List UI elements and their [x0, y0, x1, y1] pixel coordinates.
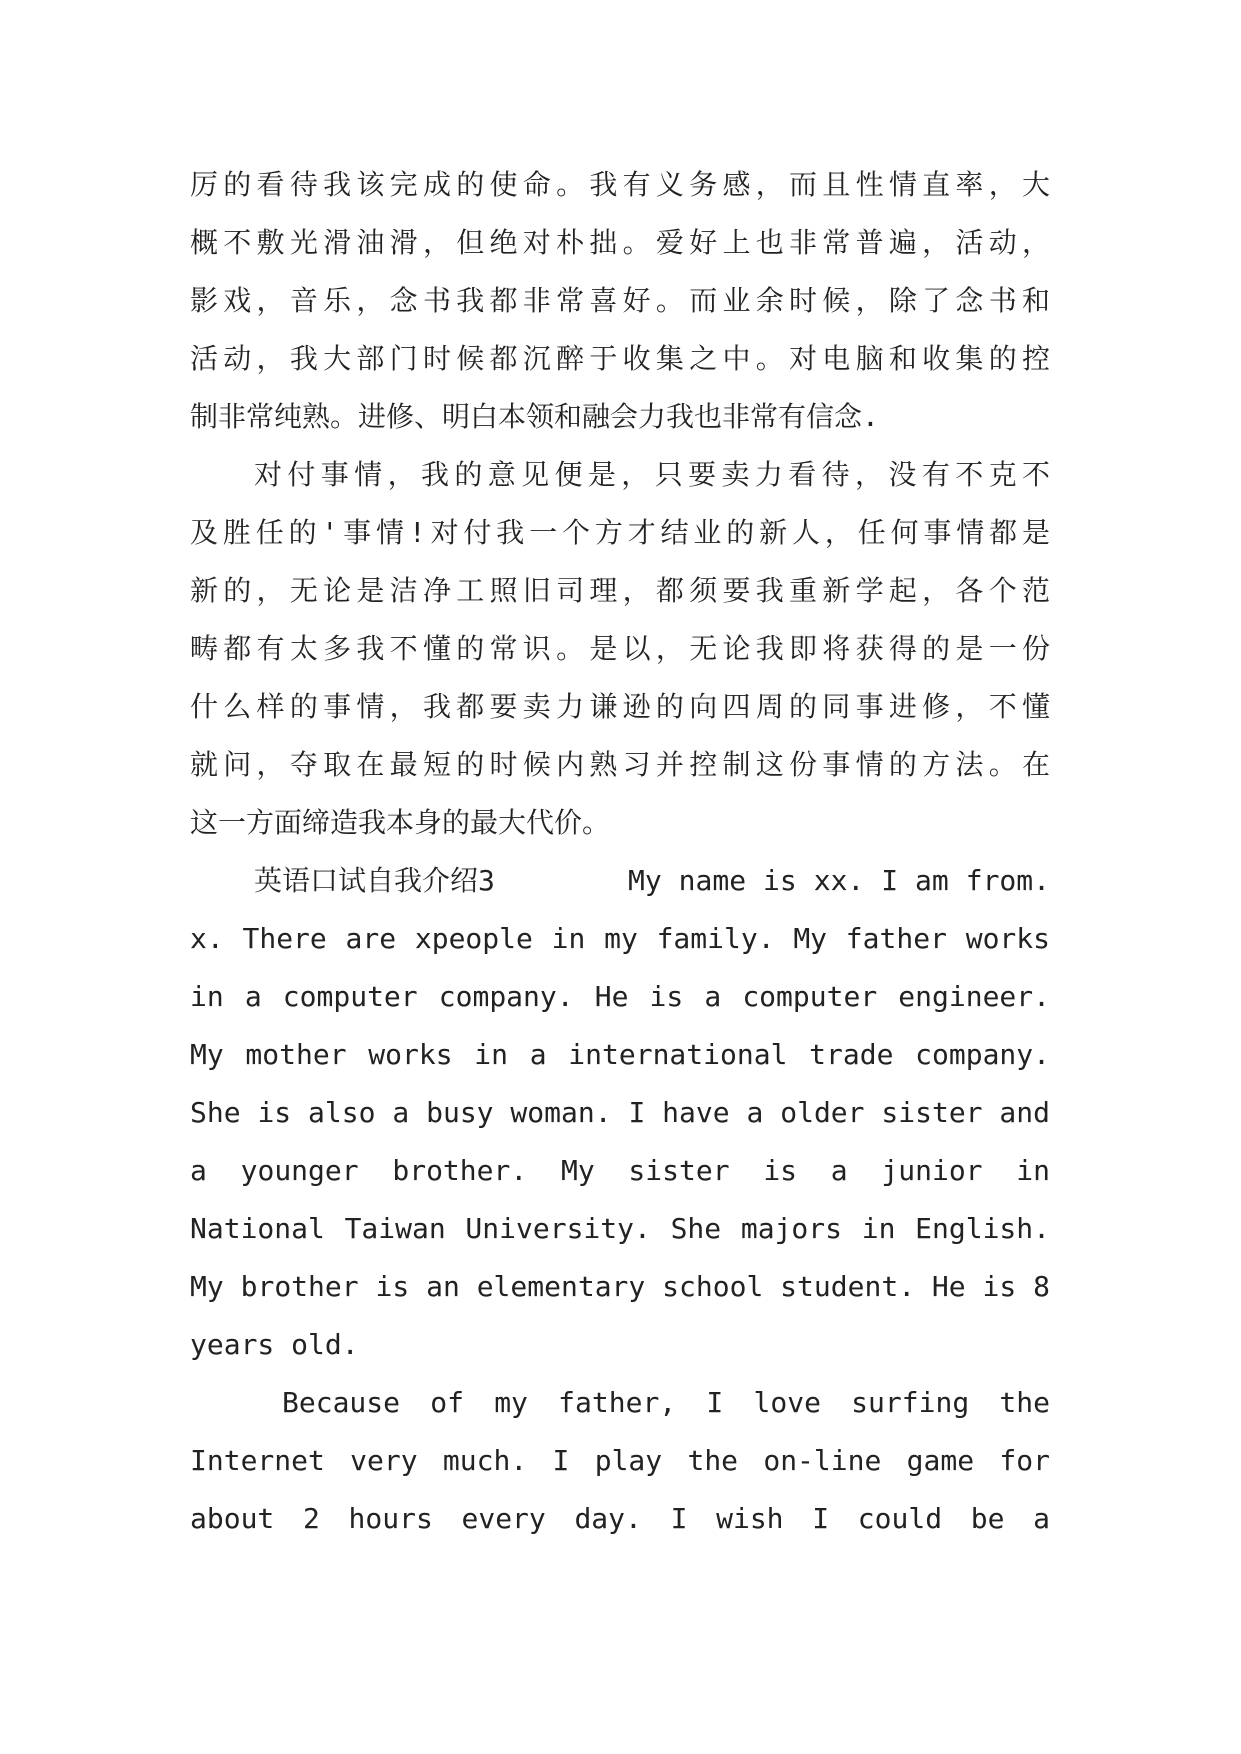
paragraph-line: years old.	[190, 1328, 359, 1361]
paragraph-line: Because of my father, I love surfing the	[282, 1386, 1050, 1419]
paragraph-line: 畴都有太多我不懂的常识。是以，无论我即将获得的是一份	[190, 632, 1050, 665]
paragraph-line: 活动，我大部门时候都沉醉于收集之中。对电脑和收集的控	[190, 342, 1050, 375]
paragraph-line: My name is xx. I am from.	[628, 864, 1050, 897]
paragraph-line: 对付事情，我的意见便是，只要卖力看待，没有不克不	[254, 458, 1050, 491]
paragraph-line: 概不敷光滑油滑，但绝对朴拙。爱好上也非常普遍，活动，	[190, 226, 1050, 259]
paragraph-line: 厉的看待我该完成的使命。我有义务感，而且性情直率，大	[190, 168, 1050, 201]
paragraph-line: a younger brother. My sister is a junior in	[190, 1154, 1050, 1187]
paragraph-line: 新的，无论是洁净工照旧司理，都须要我重新学起，各个范	[190, 574, 1050, 607]
paragraph-line: She is also a busy woman. I have a older sister and	[190, 1096, 1050, 1129]
paragraph-line: x. There are xpeople in my family. My father works	[190, 922, 1050, 955]
paragraph-line: 影戏，音乐，念书我都非常喜好。而业余时候，除了念书和	[190, 284, 1050, 317]
paragraph-line: 什么样的事情，我都要卖力谦逊的向四周的同事进修，不懂	[190, 690, 1050, 723]
paragraph-line: about 2 hours every day. I wish I could be a	[190, 1502, 1050, 1535]
paragraph-line: 制非常纯熟。进修、明白本领和融会力我也非常有信念.	[190, 400, 879, 433]
paragraph-line: My brother is an elementary school student. He is 8	[190, 1270, 1050, 1303]
paragraph-line: My mother works in a international trade company.	[190, 1038, 1050, 1071]
paragraph-line: 及胜任的'事情!对付我一个方才结业的新人，任何事情都是	[190, 516, 1050, 549]
paragraph-line: in a computer company. He is a computer engineer.	[190, 980, 1050, 1013]
paragraph-line: Internet very much. I play the on-line game for	[190, 1444, 1050, 1477]
section-heading: 英语口试自我介绍3	[254, 864, 495, 897]
paragraph-line: National Taiwan University. She majors in English.	[190, 1212, 1050, 1245]
paragraph-line: 就问，夺取在最短的时候内熟习并控制这份事情的方法。在	[190, 748, 1050, 781]
paragraph-line: 这一方面缔造我本身的最大代价。	[190, 806, 611, 839]
